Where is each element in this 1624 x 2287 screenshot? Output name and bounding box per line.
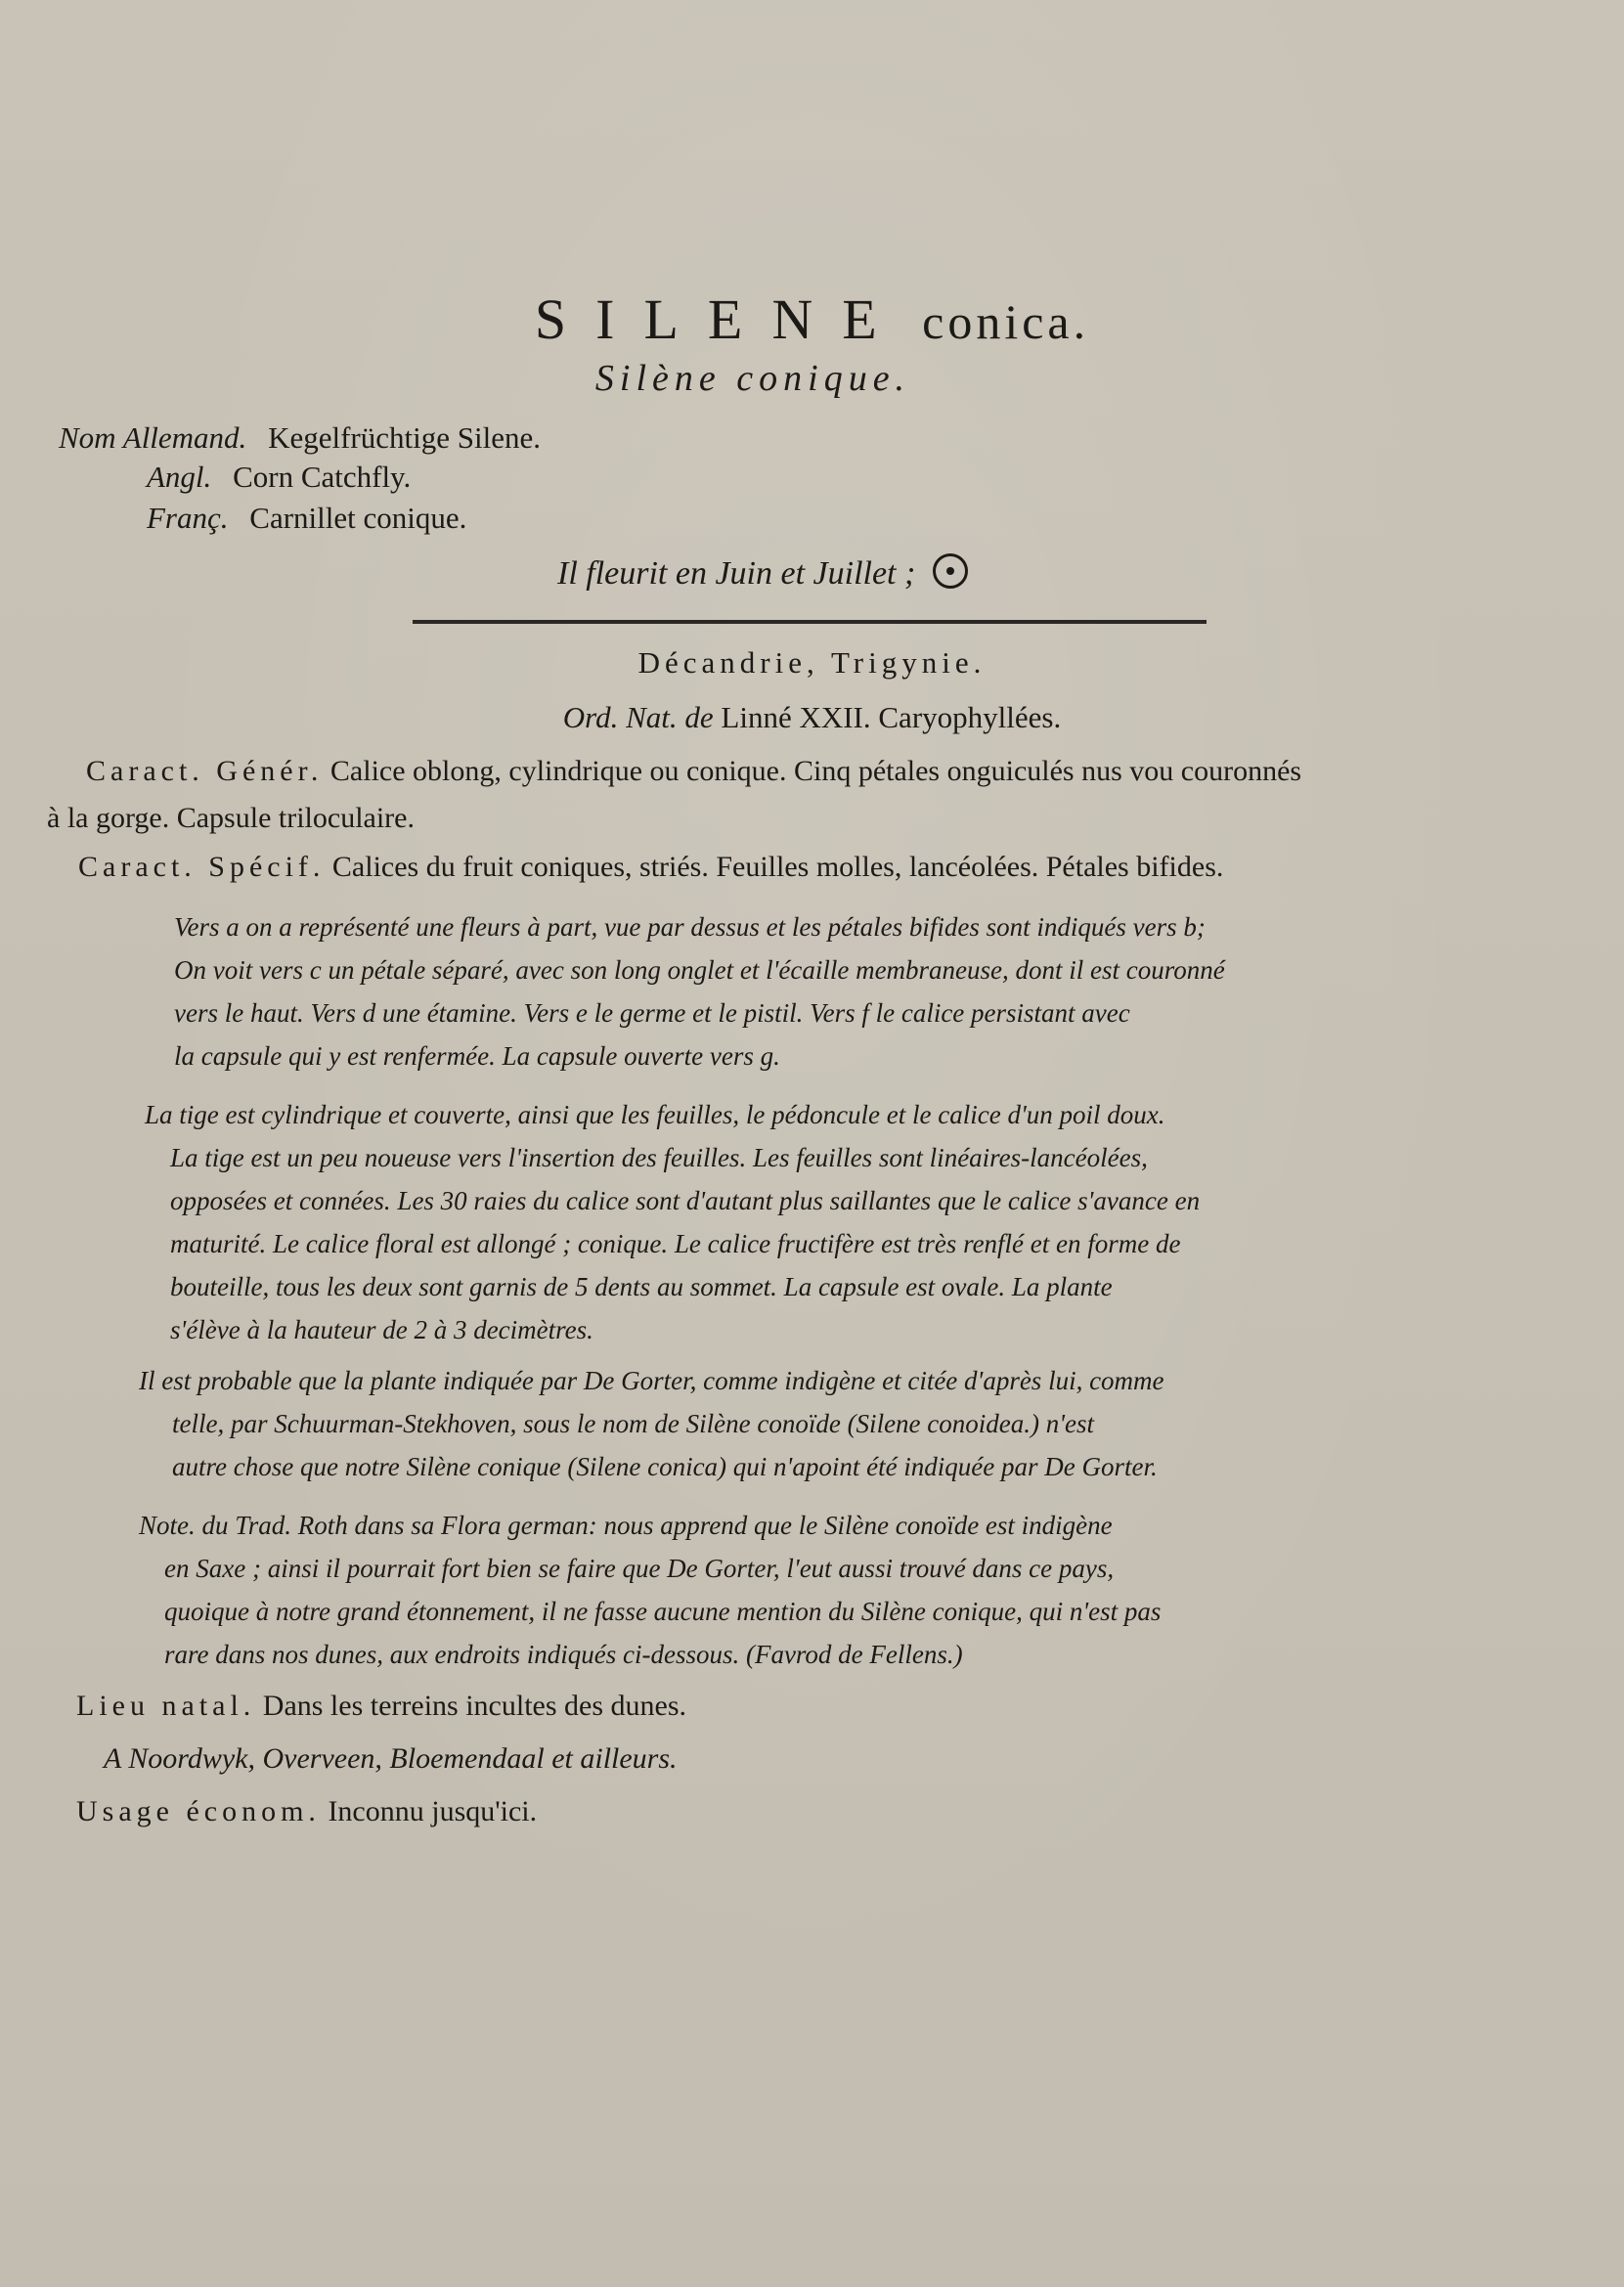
caract-specif-label: Caract. Spécif. [78, 851, 326, 883]
caract-gener-text: Calice oblong, cylindrique ou conique. Cinq pétales onguiculés nus vou couronnés [329, 755, 1302, 787]
paragraph-line: quoique à notre grand étonnement, il ne fasse aucune mention du Silène conique, qui n'est pas [164, 1597, 1162, 1626]
lieu-natal-label: Lieu natal. [76, 1690, 256, 1722]
natural-order [0, 700, 1624, 735]
natural-order-value: Linné XXII. Caryophyllées. [721, 700, 1062, 734]
title-species: conica. [922, 294, 1090, 349]
caract-specif [78, 851, 1223, 884]
paragraph-line: bouteille, tous les deux sont garnis de 5 dents au sommet. La capsule est ovale. La plante [170, 1272, 1113, 1301]
paragraph-line: La tige est cylindrique et couverte, ainsi que les feuilles, le pédoncule et le calice d'un poil doux. [145, 1100, 1165, 1129]
usage-text: Inconnu jusqu'ici. [328, 1795, 538, 1827]
paragraph-line: maturité. Le calice floral est allongé ; conique. Le calice fructifère est très renflé et en forme de [170, 1229, 1181, 1258]
divider-rule [413, 620, 1207, 624]
flowering-text: Il fleurit en Juin et Juillet ; [557, 555, 916, 592]
paragraph-line: telle, par Schuurman-Stekhoven, sous le nom de Silène conoïde (Silene conoidea.) n'est [172, 1409, 1095, 1438]
paragraph-line: s'élève à la hauteur de 2 à 3 decimètres. [170, 1315, 593, 1344]
caract-gener-label: Caract. Génér. [86, 755, 324, 787]
annual-plant-symbol-icon [933, 553, 968, 589]
paragraph-line: autre chose que notre Silène conique (Silene conica) qui n'apoint été indiquée par De Gorter. [172, 1452, 1158, 1481]
paragraph-stem [145, 1093, 1572, 1351]
paragraph-line: La tige est un peu noueuse vers l'insertion des feuilles. Les feuilles sont linéaires-lancéolées, [170, 1143, 1148, 1172]
usage-economique [76, 1795, 537, 1828]
name-value: Kegelfrüchtige Silene. [268, 420, 541, 455]
caract-gener [86, 755, 1301, 788]
common-name-english [147, 458, 411, 497]
caract-gener-cont: à la gorge. Capsule triloculaire. [47, 802, 415, 834]
title-genus: SILENE [534, 287, 906, 351]
common-name-french [147, 499, 466, 538]
name-lang: Franç. [147, 501, 229, 535]
natural-order-label: Ord. Nat. de [562, 700, 714, 734]
common-name-german [59, 418, 541, 458]
lieu-natal-text: Dans les terreins incultes des dunes. [262, 1690, 687, 1722]
paragraph-line: vers le haut. Vers d une étamine. Vers e le germe et le pistil. Vers f le calice persistant avec [174, 998, 1130, 1028]
paragraph-line: opposées et connées. Les 30 raies du calice sont d'autant plus saillantes que le calice s'avance en [170, 1186, 1201, 1215]
name-lang: Angl. [147, 460, 212, 494]
linnaean-class: Décandrie, Trigynie. [637, 645, 987, 680]
paragraph-line: Vers a on a représenté une fleurs à part, vue par dessus et les pétales bifides sont indiqués vers b; [174, 912, 1206, 942]
localities: A Noordwyk, Overveen, Bloemendaal et ailleurs. [104, 1742, 678, 1775]
name-lang: Nom Allemand. [59, 420, 247, 455]
page-subtitle: Silène conique. [594, 358, 911, 399]
name-value: Carnillet conique. [249, 501, 467, 535]
paragraph-line: On voit vers c un pétale séparé, avec son long onglet et l'écaille membraneuse, dont il est couronné [174, 955, 1225, 985]
paragraph-gorter [139, 1359, 1566, 1488]
lieu-natal [76, 1690, 686, 1723]
paragraph-line: Note. du Trad. Roth dans sa Flora german: nous apprend que le Silène conoïde est indigène [139, 1511, 1113, 1540]
paragraph-note [139, 1504, 1566, 1676]
paragraph-line: Il est probable que la plante indiquée par De Gorter, comme indigène et citée d'après lui, comme [139, 1366, 1164, 1395]
paragraph-line: en Saxe ; ainsi il pourrait fort bien se faire que De Gorter, l'eut aussi trouvé dans ce pays, [164, 1554, 1115, 1583]
caract-specif-text: Calices du fruit coniques, striés. Feuilles molles, lancéolées. Pétales bifides. [331, 851, 1224, 883]
paragraph-line: la capsule qui y est renfermée. La capsule ouverte vers g. [174, 1041, 780, 1071]
usage-label: Usage économ. [76, 1795, 321, 1827]
paragraph-figures [174, 905, 1602, 1078]
flowering-period [557, 553, 968, 593]
name-value: Corn Catchfly. [233, 460, 412, 494]
page-title [0, 286, 1624, 356]
paragraph-line: rare dans nos dunes, aux endroits indiqués ci-dessous. (Favrod de Fellens.) [164, 1640, 963, 1669]
